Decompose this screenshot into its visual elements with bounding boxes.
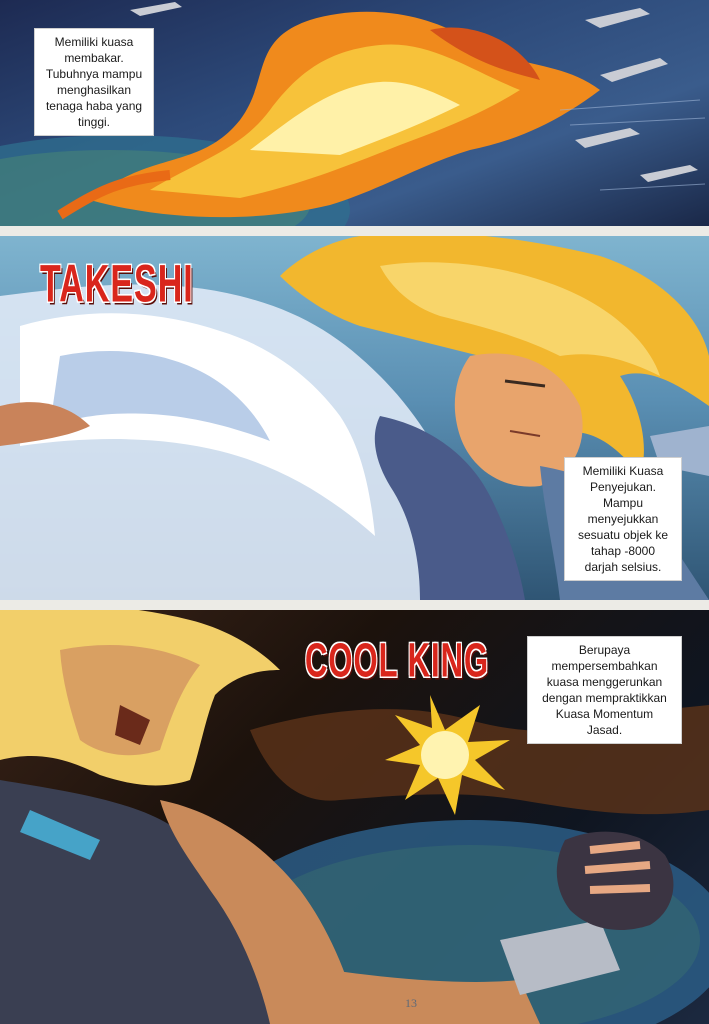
cool-king-title: COOL KING xyxy=(305,633,490,688)
caption-line: Kuasa Momentum xyxy=(555,707,654,721)
caption-line: Tubuhnya mampu xyxy=(45,67,143,81)
caption-line: membakar. xyxy=(64,51,124,65)
caption-line: Memiliki kuasa xyxy=(54,35,134,49)
caption-line: menghasilkan xyxy=(56,83,132,97)
caption-line: sesuatu objek ke xyxy=(577,528,669,542)
caption-line: Penyejukan. xyxy=(589,480,657,494)
caption-line: mempersembahkan xyxy=(551,659,658,673)
caption-line: menyejukkan xyxy=(587,512,659,526)
panel-divider xyxy=(0,600,709,610)
caption-line: Mampu xyxy=(602,496,643,510)
caption-line: Memiliki Kuasa xyxy=(582,464,664,478)
caption-line: Berupaya xyxy=(578,643,631,657)
takeshi-title: TAKESHI xyxy=(40,255,194,314)
caption-line: tinggi. xyxy=(77,115,111,129)
panel-cool-king xyxy=(0,610,709,1024)
caption-line: kuasa menggerunkan xyxy=(546,675,663,689)
cool-king-power-caption xyxy=(527,636,682,744)
panel-divider xyxy=(0,226,709,236)
caption-line: darjah selsius. xyxy=(584,560,662,574)
takeshi-power-caption xyxy=(564,457,682,581)
caption-line: tenaga haba yang xyxy=(45,99,143,113)
caption-line: dengan mempraktikkan xyxy=(542,691,667,705)
caption-line: Jasad. xyxy=(586,723,623,737)
fire-power-caption xyxy=(34,28,154,136)
panel-takeshi xyxy=(0,236,709,600)
panel-fire xyxy=(0,0,709,226)
caption-line: tahap -8000 xyxy=(590,544,656,558)
page-number: 13 xyxy=(405,996,417,1010)
